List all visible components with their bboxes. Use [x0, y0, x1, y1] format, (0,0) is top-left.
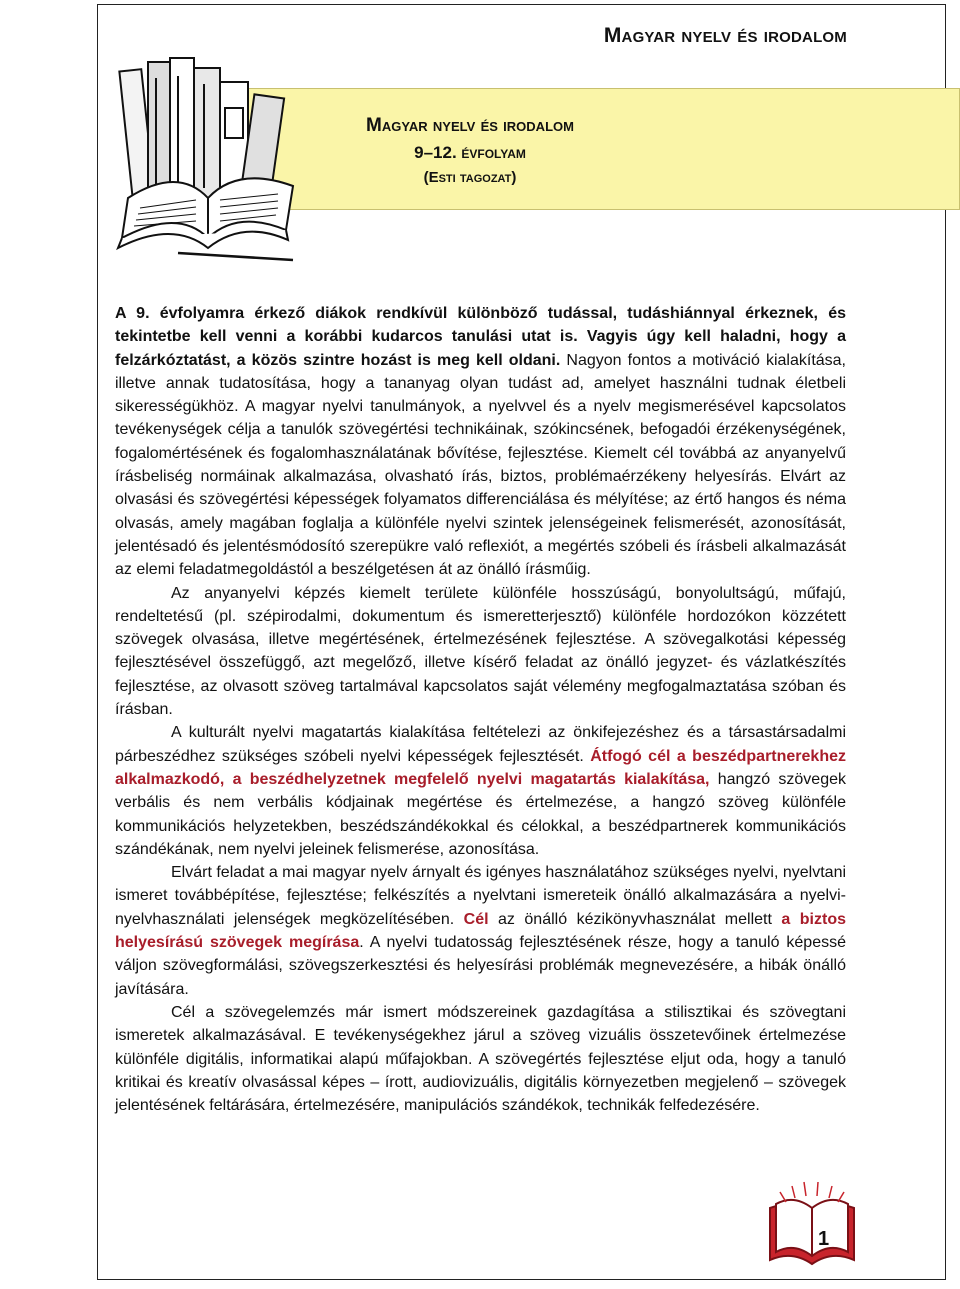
paragraph-1-intro: A 9. évfolyamra érkező diákok rendkívül különböző tudással, tudáshiánnyal érkeznek, és tekintetbe kell venni a korábbi kudarcos tanulási utat is. Vagyis úgy kell haladni, hogy a felzárkóztatást, a közös szintre hozást is meg kell oldani. — [115, 305, 846, 369]
paragraph-1 — [115, 302, 846, 582]
open-book-icon — [762, 1178, 862, 1273]
paragraph-1-text: Nagyon fontos a motiváció kialakítása, illetve annak tudatosítása, hogy a tananyag olyan tudást ad, amelyet használni tudnak életbeli sikerességükhöz. A magyar nyelvi tanulmányok, a nyelvvel és a nyelv megismerésével kapcsolatos tevékenységek célja a tanulók szövegértési technikáinak, szókincsének, befogadói érzékenységének, fogalomértésének és fogalomhasználatának bővítése, fejlesztése. Kiemelt cél továbbá az anyanyelvű írásbeliség normáinak alkalmazása, olvasható írás, biztos, problémaérzékeny helyesírás. Elvárt az olvasási és szövegértési képességek folyamatos differenciálása és mélyítése; az értő hangos és néma olvasás, amely magában foglalja a különféle nyelvi szintek jelenségeinek felismerését, azonosítását, jelentésadó és jelentésmódosító szerepükre való reflexiót, a megértés szóbeli és írásbeli alkalmazását az elemi feladatmegoldástól a beszélgetésen át az önálló írásműig. — [115, 351, 847, 579]
body-text — [115, 302, 846, 1117]
paragraph-3 — [115, 721, 846, 861]
paragraph-4-text-c: . A nyelvi tudatosság fejlesztésének része, hogy a tanuló képessé váljon szövegformálási, szövegszerkesztési és helyesírási problémák megnevezésére, a hibák önálló javítására. — [115, 934, 847, 998]
paragraph-4-text-b: az önálló kézikönyvhasználat mellett — [488, 910, 782, 928]
paragraph-5: Cél a szövegelemzés már ismert módszereinek gazdagítása a stilisztikai és szövegtani ismeretek alkalmazásával. E tevékenységekhez járul a szöveg vizuális összetevőinek értelmezése különféle digitális, informatikai alapú műfajokban. A szövegértés fejlesztése eljut oda, hogy a tanuló kritikai és kreatív olvasással képes – írott, audiovizuális, digitális környezetben megjelenő – szövegek jelentésének feltárására, értelmezésére, manipulációs szándékok, technikák felfedezésére. — [115, 1003, 846, 1115]
document-title — [320, 115, 620, 186]
paragraph-3-text-a: A kulturált nyelvi magatartás kialakítása feltételezi az önkifejezéshez és a társastársadalmi párbeszédhez szükséges szóbeli nyelvi képességek fejlesztését. — [115, 724, 846, 765]
paragraph-3-highlight: Átfogó cél a beszédpartnerekhez alkalmazkodó, a beszédhelyzetnek megfelelő nyelvi magatartás kialakítása, — [115, 747, 847, 788]
paragraph-4-highlight-2: a biztos helyesírású szövegek megírása — [115, 910, 846, 952]
page-number: 1 — [818, 1228, 830, 1250]
paragraph-3-text-b: hangzó szövegek verbális és nem verbális kódjainak megértése és értelmezése, a hangzó szöveg különféle kommunikációs helyzetekben, beszédszándékokkal és célokkal, a beszédpartnerek kommunikációs szándékának, nem nyelvi jeleinek felismerése, azonosítása. — [115, 770, 846, 858]
title-subject: Magyar nyelv és irodalom — [366, 115, 574, 136]
paragraph-4-text-a: Elvárt feladat a mai magyar nyelv árnyalt és igényes használatához szükséges nyelvi, nyelvtani ismeret továbbépítése, fejlesztése; felkészítés a nyelvtani ismereteik önálló alkalmazására a nyelvi-nyelvhasználati jelenségek megközelítésében. — [115, 864, 847, 928]
title-track: (Esti tagozat) — [423, 169, 517, 186]
paragraph-4 — [115, 861, 846, 1001]
stack-of-books-illustration — [108, 48, 308, 263]
title-grades: 9–12. évfolyam — [414, 143, 526, 162]
paragraph-4-highlight-1: Cél — [463, 910, 489, 928]
paragraph-2: Az anyanyelvi képzés kiemelt területe különféle hosszúságú, bonyolultságú, műfajú, rendeltetésű (pl. szépirodalmi, dokumentum és ismeretterjesztő) különféle hordozókon közzétett szövegek olvasása, illetve megértésének, értelmezésének fejlesztése. A szövegalkotási képesség fejlesztésével összefüggő, azt megelőző, illetve kísérő feladat az önálló jegyzet- és vázlatkészítés fejlesztése, az olvasott szöveg tartalmával kapcsolatos saját vélemény megfogalmaztatása szóban és írásban. — [115, 584, 846, 719]
running-header: Magyar nyelv és irodalom — [603, 24, 847, 47]
